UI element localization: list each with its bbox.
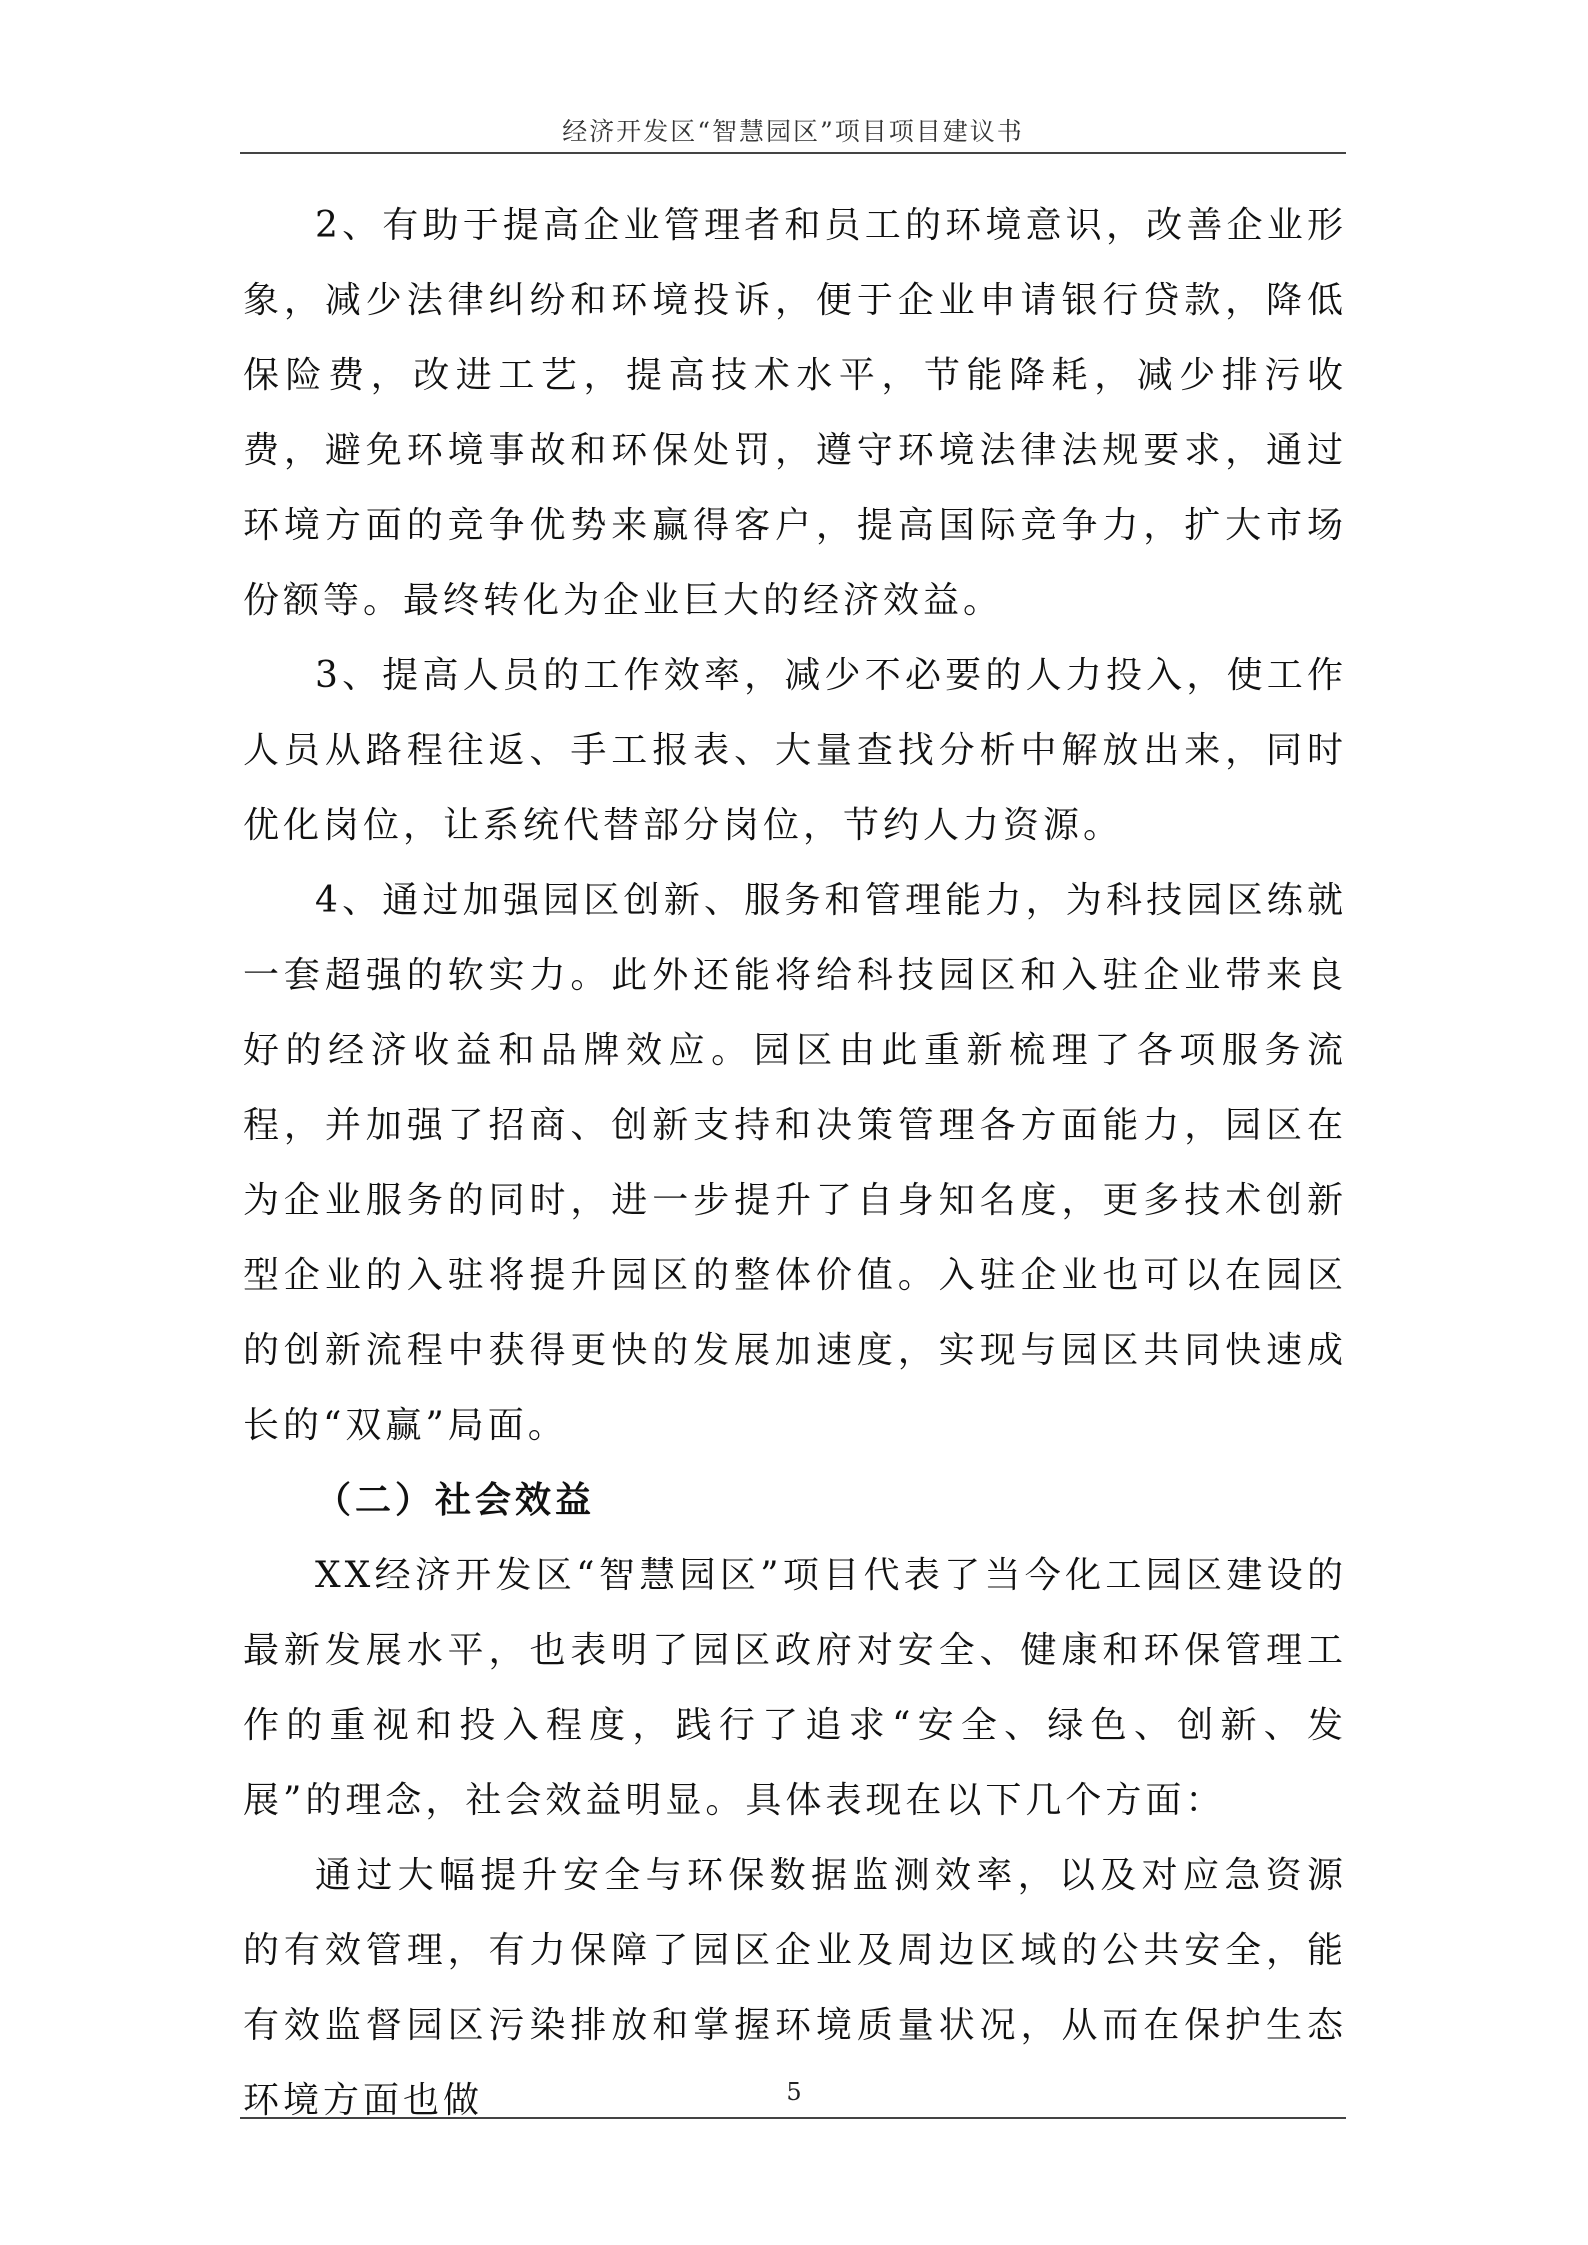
paragraph-economic-benefit-3: 3、提高人员的工作效率，减少不必要的人力投入，使工作人员从路程往返、手工报表、大量查找分析中解放出来，同时优化岗位，让系统代替部分岗位，节约人力资源。 (243, 655, 1347, 846)
paragraph-social-benefit-intro: XX经济开发区“智慧园区”项目代表了当今化工园区建设的最新发展水平，也表明了园区政府对安全、健康和环保管理工作的重视和投入程度，践行了追求“安全、绿色、创新、发展”的理念，社会效益明显。具体表现在以下几个方面： (243, 1555, 1347, 1821)
footer-rule (240, 2117, 1346, 2119)
paragraph-social-benefit-detail: 通过大幅提升安全与环保数据监测效率，以及对应急资源的有效管理，有力保障了园区企业及周边区域的公共安全，能有效监督园区污染排放和掌握环境质量状况，从而在保护生态环境方面也做 (243, 1855, 1347, 2121)
section-heading-social-benefit: （二）社会效益 (315, 1479, 596, 1521)
paragraph-economic-benefit-4: 4、通过加强园区创新、服务和管理能力，为科技园区练就一套超强的软实力。此外还能将给科技园区和入驻企业带来良好的经济收益和品牌效应。园区由此重新梳理了各项服务流程，并加强了招商、创新支持和决策管理各方面能力，园区在为企业服务的同时，进一步提升了自身知名度，更多技术创新型企业的入驻将提升园区的整体价值。入驻企业也可以在园区的创新流程中获得更快的发展加速度，实现与园区共同快速成长的“双赢”局面。 (243, 880, 1347, 1446)
document-body (243, 188, 1347, 2138)
header-rule (240, 152, 1346, 154)
running-header: 经济开发区“智慧园区”项目项目建议书 (562, 117, 1024, 146)
page-number: 5 (786, 2078, 802, 2106)
paragraph-economic-benefit-2: 2、有助于提高企业管理者和员工的环境意识，改善企业形象，减少法律纠纷和环境投诉，便于企业申请银行贷款，降低保险费，改进工艺，提高技术水平，节能降耗，减少排污收费，避免环境事故和环保处罚，遵守环境法律法规要求，通过环境方面的竞争优势来赢得客户，提高国际竞争力，扩大市场份额等。最终转化为企业巨大的经济效益。 (243, 205, 1347, 621)
